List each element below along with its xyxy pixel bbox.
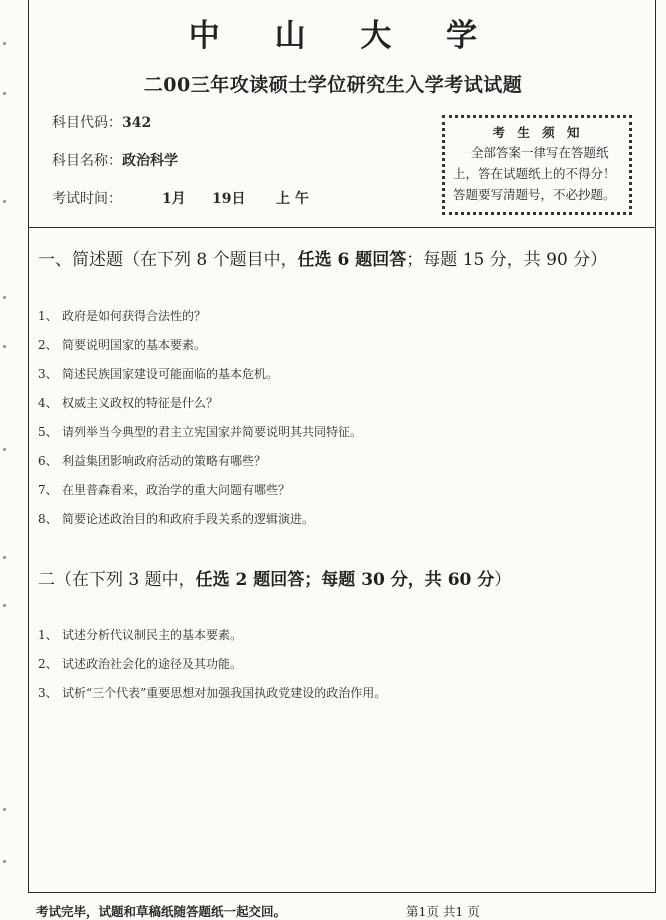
question-item [38,626,242,643]
section-1-heading-prefix: 一、简述题（在下列 8 个题目中， [38,250,298,270]
question-item [38,510,314,527]
section-2-heading [38,565,511,590]
question-item [38,452,266,469]
question-number: 4、 [38,396,58,410]
header-divider [29,227,655,228]
question-number: 6、 [38,454,58,468]
subject-name-label: 科目名称： [52,153,122,169]
question-text: 政府是如何获得合法性的？ [62,309,207,323]
question-item [38,481,290,498]
school-name: 中 山 大 学 [188,18,500,54]
question-number: 5、 [38,425,58,439]
margin-mark [3,296,6,299]
question-item [38,365,278,382]
question-text: 请列举当今典型的君主立宪国家并简要说明其共同特征。 [62,425,363,439]
question-text: 简述民族国家建设可能面临的基本危机。 [62,367,279,381]
margin-mark [3,860,6,863]
section-2-heading-bold: 任选 2 题回答；每题 30 分，共 60 分 [195,570,495,590]
subject-code [52,112,151,132]
question-number: 7、 [38,483,58,497]
question-item [38,423,362,440]
subject-name [52,150,178,170]
question-text: 利益集团影响政府活动的策略有哪些？ [62,454,267,468]
subject-code-label: 科目代码： [52,115,122,131]
question-text: 权威主义政权的特征是什么？ [62,396,219,410]
footer-page-number: 第1页 共1 页 [406,904,480,919]
margin-mark [3,556,6,559]
question-item [38,655,242,672]
exam-time-label: 考试时间： [52,191,122,207]
exam-time-month: 1月 [162,191,186,207]
question-text: 简要说明国家的基本要素。 [62,338,207,352]
exam-time-ampm: 上 午 [276,191,309,207]
question-number: 3、 [38,367,58,381]
section-2-heading-suffix: ） [494,570,512,590]
question-text: 在里普森看来，政治学的重大问题有哪些？ [62,483,291,497]
notice-line: 全部答案一律写在答题纸 [471,145,609,160]
margin-mark [3,808,6,811]
margin-mark [3,200,6,203]
question-text: 试述政治社会化的途径及其功能。 [62,657,243,671]
question-text: 简要论述政治目的和政府手段关系的逻辑演进。 [62,512,315,526]
exam-time-day: 19日 [212,191,246,207]
margin-mark [3,345,6,348]
section-1-heading-bold: 任选 6 题回答 [297,250,407,270]
section-1-heading-suffix: ；每题 15 分，共 90 分） [406,250,608,270]
question-text: 试析“三个代表”重要思想对加强我国执政党建设的政治作用。 [62,686,387,700]
footer-instruction: 考试完毕，试题和草稿纸随答题纸一起交回。 [36,904,287,919]
question-number: 2、 [38,657,58,671]
question-number: 1、 [38,628,58,642]
question-item [38,684,386,701]
question-item [38,307,206,324]
question-number: 3、 [38,686,58,700]
question-number: 8、 [38,512,58,526]
margin-mark [3,604,6,607]
section-2-heading-prefix: 二（在下列 3 题中， [38,570,196,590]
exam-title: 二00三年攻读硕士学位研究生入学考试试题 [143,74,523,96]
notice-title: 考 生 须 知 [492,125,584,140]
notice-line: 答题要写清题号，不必抄题。 [453,187,616,202]
notice-line: 上，答在试题纸上的不得分！ [453,166,616,181]
subject-name-value: 政治科学 [122,153,178,169]
candidate-notice-box [442,115,632,215]
subject-code-value: 342 [122,115,152,131]
question-number: 2、 [38,338,58,352]
question-number: 1、 [38,309,58,323]
question-item [38,394,218,411]
exam-time [52,188,309,208]
margin-mark [3,448,6,451]
question-text: 试述分析代议制民主的基本要素。 [62,628,243,642]
section-1-heading [38,245,607,270]
question-item [38,336,206,353]
